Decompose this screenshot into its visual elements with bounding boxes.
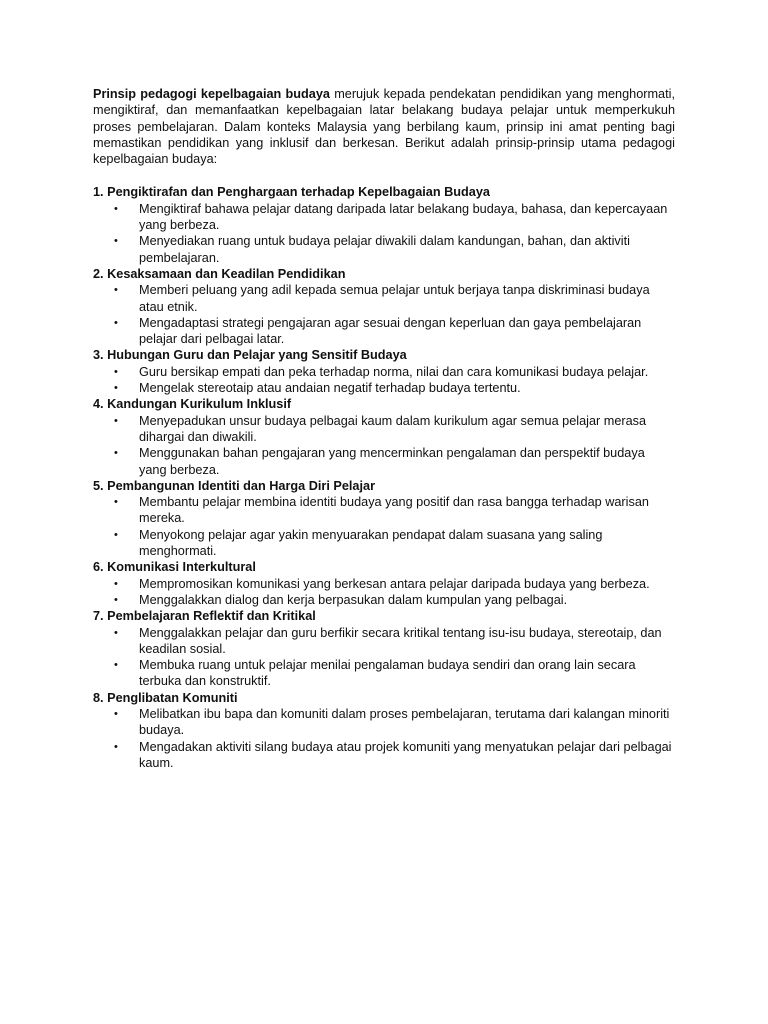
list-item-text: Menyepadukan unsur budaya pelbagai kaum dalam kurikulum agar semua pelajar merasa dihargai dan diwakili. (139, 413, 647, 444)
section-heading: 3. Hubungan Guru dan Pelajar yang Sensitif Budaya (93, 348, 407, 363)
list-item-text: Menggalakkan pelajar dan guru berfikir secara kritikal tentang isu-isu budaya, stereotaip, dan keadilan sosial. (139, 625, 662, 656)
list-item (93, 592, 675, 608)
bullet-list (93, 282, 675, 347)
bullet-icon: • (114, 284, 118, 297)
list-item (93, 625, 675, 658)
list-item (93, 282, 675, 315)
bullet-icon: • (114, 202, 118, 215)
list-item (93, 201, 675, 234)
section-heading: 2. Kesaksamaan dan Keadilan Pendidikan (93, 266, 346, 281)
document-page (93, 86, 675, 771)
section-heading: 6. Komunikasi Interkultural (93, 560, 256, 575)
list-item (93, 739, 675, 772)
bullet-icon: • (114, 528, 118, 541)
bullet-list (93, 201, 675, 266)
bullet-icon: • (114, 577, 118, 590)
list-item (93, 494, 675, 527)
bullet-icon: • (114, 235, 118, 248)
section-heading: 5. Pembangunan Identiti dan Harga Diri Pelajar (93, 478, 376, 493)
bullet-list (93, 364, 675, 397)
list-item-text: Menyokong pelajar agar yakin menyuarakan pendapat dalam suasana yang saling menghormati. (139, 527, 603, 559)
list-item-text: Memberi peluang yang adil kepada semua pelajar untuk berjaya tanpa diskriminasi budaya atau etnik. (139, 283, 650, 314)
list-item (93, 233, 675, 266)
intro-text: merujuk kepada pendekatan pendidikan yang menghormati, mengiktiraf, dan memanfaatkan kepelbagaian latar belakang budaya pelajar untuk memperkukuh proses pembelajaran. Dalam konteks Malaysia yang berbilang kaum, prinsip ini amat penting bagi memastikan pendidikan yang inklusif dan berkesan. Berikut adalah prinsip-prinsip utama pedagogi kepelbagaian budaya: (93, 87, 675, 167)
list-item (93, 706, 675, 739)
bullet-list (93, 576, 675, 609)
list-item (93, 445, 675, 478)
section-heading: 4. Kandungan Kurikulum Inklusif (93, 397, 292, 412)
list-item-text: Mempromosikan komunikasi yang berkesan antara pelajar daripada budaya yang berbeza. (139, 576, 650, 591)
bullet-icon: • (114, 382, 118, 395)
list-item-text: Menggunakan bahan pengajaran yang mencerminkan pengalaman dan perspektif budaya yang berbeza. (139, 446, 645, 477)
bullet-icon: • (114, 626, 118, 639)
intro-bold-term: Prinsip pedagogi kepelbagaian budaya (93, 87, 330, 101)
list-item (93, 576, 675, 592)
list-item-text: Guru bersikap empati dan peka terhadap norma, nilai dan cara komunikasi budaya pelajar. (139, 364, 649, 379)
list-item (93, 380, 675, 396)
intro-paragraph (93, 86, 675, 167)
list-item-text: Mengadakan aktiviti silang budaya atau projek komuniti yang menyatukan pelajar dari pelbagai kaum. (139, 739, 672, 770)
bullet-list (93, 494, 675, 559)
list-item-text: Mengadaptasi strategi pengajaran agar sesuai dengan keperluan dan gaya pembelajaran pelajar dari pelbagai latar. (139, 315, 642, 347)
bullet-icon: • (114, 365, 118, 378)
list-item (93, 657, 675, 690)
bullet-icon: • (114, 707, 118, 720)
bullet-icon: • (114, 496, 118, 509)
list-item (93, 413, 675, 446)
section-heading: 1. Pengiktirafan dan Penghargaan terhadap Kepelbagaian Budaya (93, 185, 490, 200)
bullet-icon: • (114, 414, 118, 427)
list-item (93, 527, 675, 560)
list-item-text: Mengiktiraf bahawa pelajar datang daripada latar belakang budaya, bahasa, dan kepercayaan yang berbeza. (139, 201, 668, 233)
section-heading: 8. Penglibatan Komuniti (93, 690, 238, 705)
bullet-list (93, 706, 675, 771)
list-item-text: Membuka ruang untuk pelajar menilai pengalaman budaya sendiri dan orang lain secara terbuka dan konstruktif. (139, 658, 636, 689)
bullet-icon: • (114, 740, 118, 753)
bullet-icon: • (114, 659, 118, 672)
list-item-text: Mengelak stereotaip atau andaian negatif terhadap budaya tertentu. (139, 381, 521, 396)
bullet-icon: • (114, 316, 118, 329)
list-item-text: Menggalakkan dialog dan kerja berpasukan dalam kumpulan yang pelbagai. (139, 592, 568, 607)
section-heading: 7. Pembelajaran Reflektif dan Kritikal (93, 609, 316, 624)
list-item-text: Membantu pelajar membina identiti budaya yang positif dan rasa bangga terhadap warisan mereka. (139, 495, 649, 526)
list-item-text: Menyediakan ruang untuk budaya pelajar diwakili dalam kandungan, bahan, dan aktiviti pembelajaran. (139, 234, 630, 265)
principles-list (93, 184, 675, 771)
list-item (93, 364, 675, 380)
bullet-list (93, 413, 675, 478)
list-item (93, 315, 675, 348)
bullet-icon: • (114, 593, 118, 606)
bullet-icon: • (114, 447, 118, 460)
bullet-list (93, 625, 675, 690)
list-item-text: Melibatkan ibu bapa dan komuniti dalam proses pembelajaran, terutama dari kalangan minoriti budaya. (139, 706, 670, 738)
